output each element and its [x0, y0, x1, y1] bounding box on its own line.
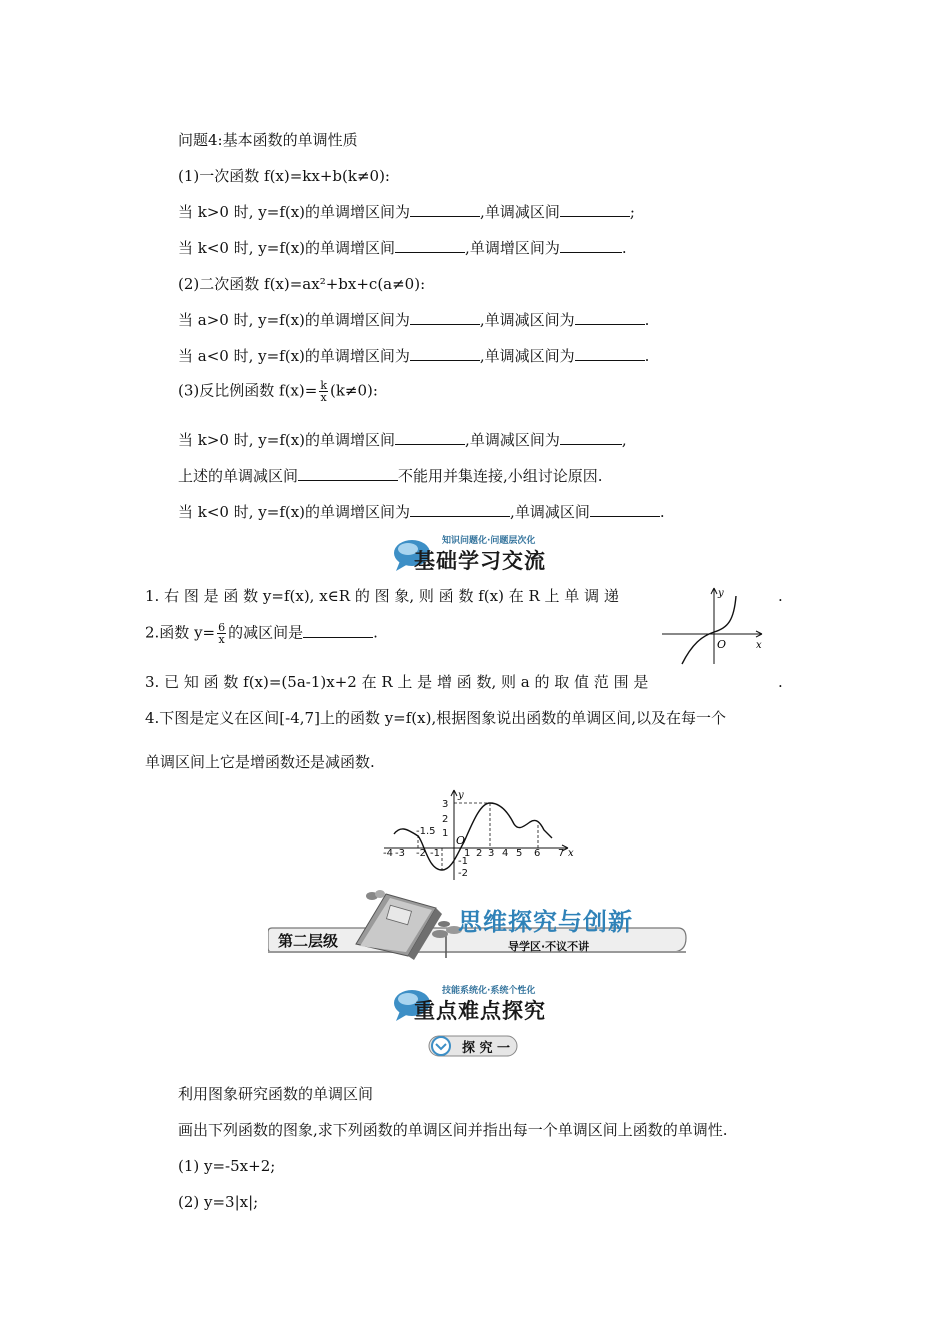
x-tick: -3 [395, 848, 405, 859]
q4-inverse-negative-mid: ,单调减区间 [510, 503, 590, 521]
q4-linear-positive-pre: 当 k>0 时, y=f(x)的单调增区间为 [178, 203, 411, 221]
q4-quad-positive-pre: 当 a>0 时, y=f(x)的单调增区间为 [178, 311, 410, 329]
q4-inverse-title-pre: (3)反比例函数 f(x)= [178, 381, 318, 400]
x-tick: 7 [558, 848, 565, 859]
x-tick: 1 [464, 848, 471, 859]
q4-inverse-note-pre: 上述的单调减区间 [178, 467, 299, 485]
exercise-1-text: 1. 右 图 是 函 数 y=f(x), x∈R 的 图 象, 则 函 数 f(x) 在 R 上 单 调 递 [145, 587, 619, 605]
fraction-denominator: x [218, 633, 225, 646]
graph-x-label: x [756, 640, 762, 651]
banner-subtitle: 知识问题化·问题层次化 [442, 536, 536, 546]
q4-linear-positive-mid: ,单调减区间 [480, 203, 560, 221]
answer-blank[interactable] [590, 502, 660, 517]
fraction-6-over-x [217, 622, 226, 645]
exercise-2 [145, 622, 378, 645]
butterfly-icon [366, 890, 385, 900]
answer-blank[interactable] [303, 623, 373, 638]
q4-inverse-note-post: 不能用并集连接,小组讨论原因. [398, 467, 603, 485]
fraction-denominator: x [320, 391, 327, 404]
q4-linear-positive [178, 202, 635, 222]
q4-inverse-negative-end: . [659, 503, 665, 521]
y-tick: 2 [442, 814, 449, 825]
q4-inverse-positive-pre: 当 k>0 时, y=f(x)的单调增区间 [178, 431, 396, 449]
y-tick: 1 [442, 828, 449, 839]
small-function-graph [662, 584, 772, 666]
x-tick: -2 [416, 848, 426, 859]
level-label: 第二层级 [278, 932, 339, 950]
q4-linear-negative-pre: 当 k<0 时, y=f(x)的单调增区间 [178, 239, 396, 257]
graph-y-label: y [718, 588, 724, 599]
answer-blank[interactable] [560, 202, 630, 217]
q4-inverse-positive [178, 430, 627, 450]
answer-blank[interactable] [410, 310, 480, 325]
x-tick: 5 [516, 848, 523, 859]
explore-tag-label: 探 究 一 [462, 1041, 511, 1056]
exercise-3 [145, 672, 648, 692]
x-tick: 4 [502, 848, 509, 859]
explore-item-1: (1) y=-5x+2; [178, 1157, 276, 1175]
section-banner-key-points [392, 983, 572, 1023]
exercise-2-pre: 2.函数 y= [145, 623, 216, 642]
q4-inverse-negative [178, 502, 665, 522]
x-tick: 3 [488, 848, 495, 859]
q4-quad-positive-end: . [644, 311, 650, 329]
y-tick: 3 [442, 799, 449, 810]
answer-blank[interactable] [395, 238, 465, 253]
label-neg-1-5: -1.5 [416, 826, 436, 837]
section-banner-basic [392, 533, 572, 573]
q4-linear-negative [178, 238, 627, 258]
q4-quad-negative-pre: 当 a<0 时, y=f(x)的单调增区间为 [178, 347, 410, 365]
q4-linear-negative-end: . [621, 239, 627, 257]
exercise-2-post: 的减区间是 [228, 623, 304, 642]
q4-quad-negative-mid: ,单调减区间为 [479, 347, 575, 365]
level-subtitle: 导学区·不议不讲 [508, 940, 590, 953]
q4-quad-title: (2)二次函数 f(x)=ax²+bx+c(a≠0): [178, 275, 426, 293]
fraction-k-over-x [319, 380, 328, 403]
explore-title: 利用图象研究函数的单调区间 [178, 1085, 374, 1103]
q4-inverse-positive-mid: ,单调减区间为 [465, 431, 560, 449]
exercise-1 [145, 586, 619, 606]
q4-inverse-title-post: (k≠0): [329, 381, 378, 400]
answer-blank[interactable] [410, 502, 510, 517]
explore-task: 画出下列函数的图象,求下列函数的单调区间并指出每一个单调区间上函数的单调性. [178, 1121, 728, 1139]
y-tick: -2 [458, 868, 468, 879]
q4-linear-positive-end: ; [629, 203, 635, 221]
graph-origin: O [717, 638, 727, 651]
exercise-4-line2: 单调区间上它是增函数还是减函数. [145, 753, 375, 771]
y-tick: -1 [458, 856, 468, 867]
exercise-3-end: . [778, 673, 783, 691]
x-tick: -4 [383, 848, 393, 859]
answer-blank[interactable] [575, 346, 645, 361]
answer-blank[interactable] [560, 430, 622, 445]
answer-blank[interactable] [410, 346, 480, 361]
exercise-4-line1: 4.下图是定义在区间[-4,7]上的函数 y=f(x),根据图象说出函数的单调区间,以及在每一个 [145, 709, 727, 727]
x-tick: -1 [430, 848, 440, 859]
x-tick: 6 [534, 848, 541, 859]
q4-quad-negative-end: . [644, 347, 650, 365]
banner-subtitle: 技能系统化·系统个性化 [442, 986, 536, 996]
q4-linear-negative-mid: ,单调增区间为 [465, 239, 560, 257]
explore-item-2: (2) y=3|x|; [178, 1193, 259, 1211]
answer-blank[interactable] [395, 430, 465, 445]
q4-linear-title: (1)一次函数 f(x)=kx+b(k≠0): [178, 167, 390, 185]
q4-quad-positive [178, 310, 649, 330]
q4-inverse-positive-end: , [621, 431, 627, 449]
answer-blank[interactable] [410, 202, 480, 217]
banner-title: 基础学习交流 [414, 549, 546, 573]
q4-quad-negative [178, 346, 649, 366]
fraction-numerator: k [320, 379, 327, 392]
q4-inverse-title [178, 380, 378, 403]
explore-tag [428, 1034, 518, 1058]
graph-x-label: x [568, 848, 574, 859]
piecewise-function-graph [380, 786, 580, 882]
answer-blank[interactable] [298, 466, 398, 481]
exercise-1-end: . [778, 587, 783, 605]
q4-inverse-note [178, 466, 603, 486]
level-two-header [268, 888, 688, 960]
banner-title: 重点难点探究 [414, 999, 546, 1023]
q4-title: 问题4:基本函数的单调性质 [178, 131, 358, 149]
graph-origin: O [456, 834, 466, 847]
answer-blank[interactable] [560, 238, 622, 253]
q4-quad-positive-mid: ,单调减区间为 [479, 311, 575, 329]
answer-blank[interactable] [575, 310, 645, 325]
fraction-numerator: 6 [218, 621, 226, 634]
graph-y-label: y [458, 790, 464, 801]
x-tick: 2 [476, 848, 483, 859]
level-title: 思维探究与创新 [458, 908, 633, 936]
exercise-2-end: . [373, 623, 378, 642]
q4-inverse-negative-pre: 当 k<0 时, y=f(x)的单调增区间为 [178, 503, 411, 521]
exercise-3-text: 3. 已 知 函 数 f(x)=(5a-1)x+2 在 R 上 是 增 函 数, 则 a 的 取 值 范 围 是 [145, 673, 649, 691]
